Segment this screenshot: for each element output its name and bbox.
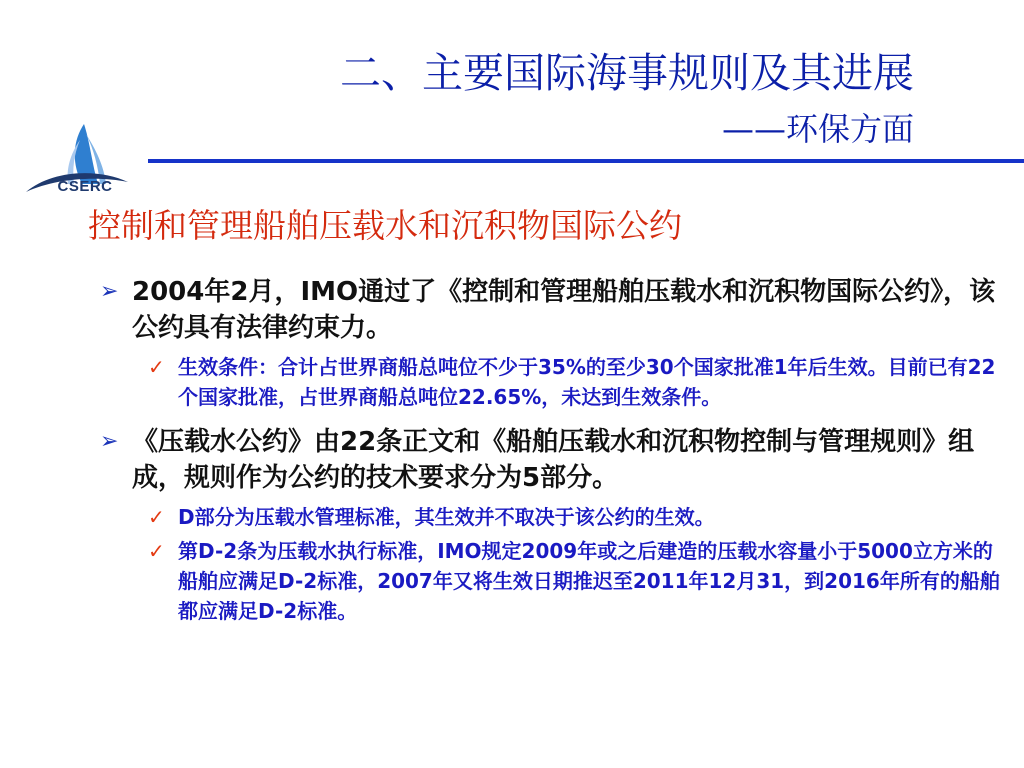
- page-title: 二、主要国际海事规则及其进展: [340, 49, 914, 97]
- check-icon: ✓: [148, 539, 165, 563]
- arrow-bullet-icon: ➢: [100, 429, 119, 454]
- check-icon: ✓: [148, 355, 165, 379]
- sub-bullet-item: [96, 502, 1006, 532]
- page-subtitle: ——环保方面: [721, 110, 914, 148]
- sub-bullet-item: [96, 352, 1006, 412]
- sub-bullet-text: 生效条件：合计占世界商船总吨位不少于35%的至少30个国家批准1年后生效。目前已有22个国家批准，占世界商船总吨位22.65%，未达到生效条件。: [178, 355, 996, 409]
- content-area: [96, 274, 1006, 630]
- logo-text: CSERC: [57, 178, 113, 195]
- sub-bullet-text: 第D-2条为压载水执行标准，IMO规定2009年或之后建造的压载水容量小于5000立方米的船舶应满足D-2标准，2007年又将生效日期推迟至2011年12月31，到2016年所有的船舶都应满足D-2标准。: [178, 539, 1000, 623]
- sub-bullet-text: D部分为压载水管理标准，其生效并不取决于该公约的生效。: [178, 505, 715, 529]
- bullet-item: [96, 274, 1006, 346]
- title-divider: [148, 159, 1024, 163]
- bullet-text: 2004年2月，IMO通过了《控制和管理船舶压载水和沉积物国际公约》，该公约具有法律约束力。: [132, 277, 996, 343]
- arrow-bullet-icon: ➢: [100, 279, 119, 304]
- bullet-item: [96, 424, 1006, 496]
- sub-bullet-item: [96, 536, 1006, 626]
- section-heading: 控制和管理船舶压载水和沉积物国际公约: [88, 206, 682, 245]
- check-icon: ✓: [148, 505, 165, 529]
- bullet-text: 《压载水公约》由22条正文和《船舶压载水和沉积物控制与管理规则》组成，规则作为公约的技术要求分为5部分。: [132, 427, 975, 493]
